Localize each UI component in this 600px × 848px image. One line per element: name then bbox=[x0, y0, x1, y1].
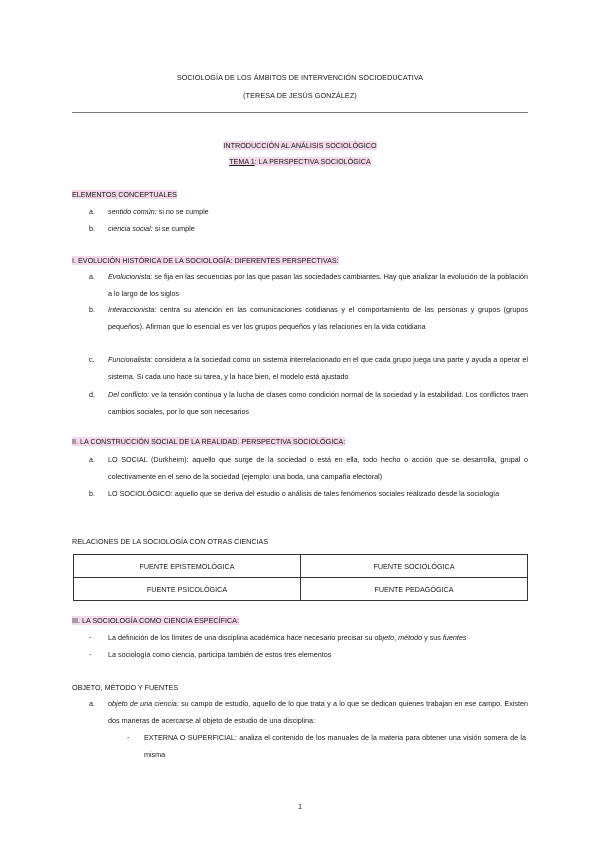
relaciones-table bbox=[73, 554, 528, 601]
list-marker: c. bbox=[89, 355, 95, 364]
table-row bbox=[74, 578, 528, 601]
list-marker: a. bbox=[89, 455, 95, 464]
section-3-heading-text: III. LA SOCIOLOGÍA COMO CIENCIA ESPECÍFICA: bbox=[72, 616, 239, 625]
definition: ve la tensión continua y la lucha de clases como condición normal de la sociedad y la estabilidad. Los conflictos traen cambios sociales, por lo que son necesarios bbox=[108, 390, 528, 416]
list-item-body bbox=[108, 204, 528, 221]
list-marker: - bbox=[89, 650, 92, 659]
term: objeto bbox=[374, 633, 395, 642]
list-item-body: LO SOCIOLÓGICO: aquello que se deriva del estudio o análisis de tales fenómenos sociales realizado desde la sociología bbox=[108, 489, 500, 498]
text: La definición de los límites de una disciplina académica hace necesario precisar su bbox=[108, 633, 375, 642]
table-cell: FUENTE EPISTEMOLÓGICA bbox=[74, 555, 301, 578]
section-1-heading bbox=[72, 256, 339, 265]
tema-label: TEMA 1 bbox=[229, 157, 255, 166]
list-item-body bbox=[108, 302, 528, 335]
list-item-body bbox=[108, 630, 528, 647]
list-marker: d. bbox=[89, 390, 95, 399]
term: método bbox=[398, 633, 423, 642]
definition: centra su atención en las comunicaciones cotidianas y el comportamiento de las personas y grupos (grupos pequeños). Afirman que lo esencial es ver los grupos pequeños y las relaciones en la vida cotidiana bbox=[108, 305, 528, 331]
term: Evolucionista: bbox=[108, 272, 153, 281]
table-cell: FUENTE PEDAGÓGICA bbox=[301, 578, 528, 601]
list-marker: b. bbox=[89, 489, 95, 498]
term: fuentes bbox=[442, 633, 467, 642]
term: Funcionalista: bbox=[108, 355, 153, 364]
list-marker: - bbox=[89, 633, 92, 642]
list-marker: a. bbox=[89, 207, 95, 216]
intro-title bbox=[0, 141, 600, 150]
intro-title-text: INTRODUCCIÓN AL ANÁLISIS SOCIOLÓGICO bbox=[223, 141, 377, 150]
header-divider bbox=[72, 112, 528, 113]
table-row bbox=[74, 555, 528, 578]
term: sentido común: bbox=[108, 207, 157, 216]
course-title: SOCIOLOGÍA DE LOS ÁMBITOS DE INTERVENCIÓN SOCIOEDUCATIVA bbox=[176, 73, 424, 82]
elementos-heading bbox=[72, 190, 177, 199]
table-cell: FUENTE SOCIOLÓGICA bbox=[301, 555, 528, 578]
section-1-heading-text: I. EVOLUCIÓN HISTÓRICA DE LA SOCIOLOGÍA: DIFERENTES PERSPECTIVAS: bbox=[72, 256, 339, 265]
list-marker: b. bbox=[89, 305, 95, 314]
term: Interaccionista: bbox=[108, 305, 157, 314]
list-item-body bbox=[108, 221, 528, 238]
definition: considera a la sociedad como un sistema interrelacionado en el que cada grupo juega una parte y ayuda a operar el sistema. Si cada uno hace su tarea, y la hace bien, el modelo está ajustado bbox=[108, 355, 528, 381]
list-marker: a. bbox=[89, 699, 95, 708]
tema-title bbox=[0, 157, 600, 166]
definition: se fija en las secuencias por las que pasan las sociedades cambiantes. Hay que analizar la evolución de la población a lo largo de los siglos bbox=[108, 272, 528, 298]
definition: si no se cumple bbox=[156, 207, 209, 216]
term: ciencia social: bbox=[108, 224, 153, 233]
definition: su campo de estudio, aquello de lo que trata y a lo que se dedican quienes trabajan en ese campo. Existen dos maneras de acercarse al objeto de estudio de una disciplina: bbox=[108, 699, 529, 725]
section-2-heading-text: II. LA CONSTRUCCIÓN SOCIAL DE LA REALIDAD. PERSPECTIVA SOCIOLÓGICA: bbox=[72, 437, 346, 446]
page-number: 1 bbox=[298, 802, 302, 811]
term: Del conflicto: bbox=[108, 390, 150, 399]
table-cell: FUENTE PSICOLÓGICA bbox=[74, 578, 301, 601]
term: objeto de una ciencia: bbox=[108, 699, 179, 708]
text: , bbox=[394, 633, 399, 642]
list-item-body bbox=[108, 387, 528, 420]
definition: si se cumple bbox=[152, 224, 195, 233]
list-item-body: LO SOCIAL (Durkheim): aquello que surge de la sociedad o está en ella, todo hecho o acción que se desarrolla, grupal o colectivamente en el seno de la sociedad (ejemplo: una boda, una campaña electoral) bbox=[108, 455, 528, 481]
section-2-heading bbox=[72, 437, 345, 446]
list-item-body: La sociología como ciencia, participa también de estos tres elementos bbox=[108, 650, 332, 659]
tema-rest: : LA PERSPECTIVA SOCIOLÓGICA bbox=[254, 157, 371, 166]
list-item-body bbox=[108, 352, 528, 385]
text: y sus bbox=[422, 633, 443, 642]
list-marker: b. bbox=[89, 224, 95, 233]
section-3-heading bbox=[72, 616, 239, 625]
elementos-heading-text: ELEMENTOS CONCEPTUALES bbox=[72, 190, 177, 199]
list-marker: a. bbox=[89, 272, 95, 281]
objeto-heading: OBJETO, MÉTODO Y FUENTES bbox=[72, 683, 179, 692]
list-item-body bbox=[108, 696, 528, 729]
sub-list-item-body: EXTERNA O SUPERFICIAL: analiza el contenido de los manuales de la materia para obtener una visión somera de la misma bbox=[144, 733, 526, 759]
author-line: (TERESA DE JESÚS GONZÁLEZ) bbox=[243, 91, 357, 100]
list-item-body bbox=[108, 269, 528, 302]
tema-title-highlight bbox=[229, 157, 371, 166]
relaciones-heading: RELACIONES DE LA SOCIOLOGÍA CON OTRAS CIENCIAS bbox=[72, 537, 269, 546]
list-marker: - bbox=[127, 733, 130, 742]
